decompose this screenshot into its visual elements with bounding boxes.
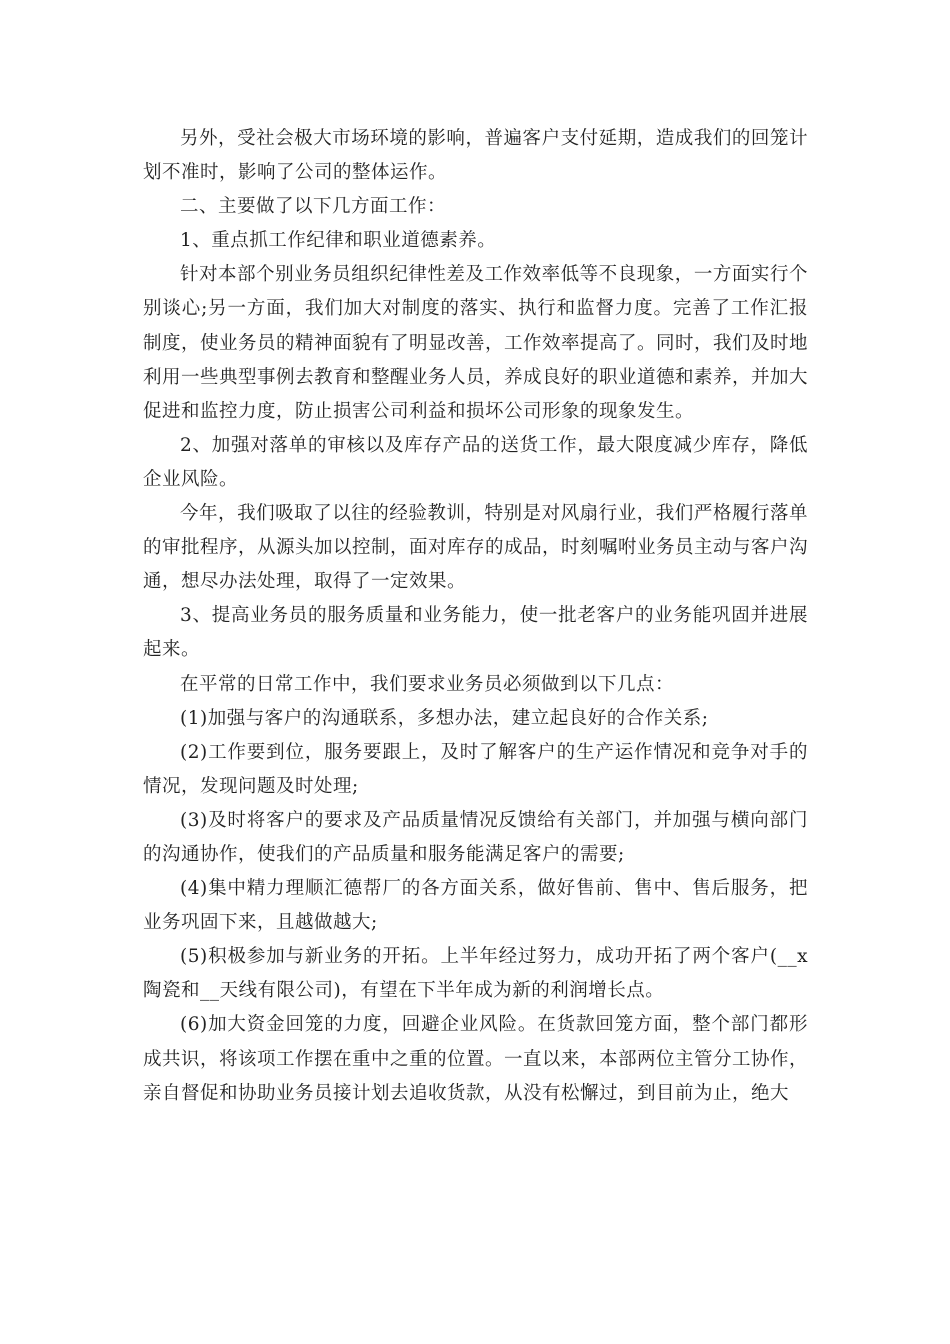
paragraph: 另外，受社会极大市场环境的影响，普遍客户支付延期，造成我们的回笼计划不准时，影响了公司的整体运作。: [143, 128, 808, 184]
subheading: 2、加强对落单的审核以及库存产品的送货工作，最大限度减少库存，降低企业风险。: [143, 434, 808, 490]
list-item: (2)工作要到位，服务要跟上，及时了解客户的生产运作情况和竞争对手的情况，发现问题及时处理;: [143, 741, 808, 797]
list-item: (4)集中精力理顺汇德帮厂的各方面关系，做好售前、售中、售后服务，把业务巩固下来，且越做越大;: [143, 878, 808, 934]
list-item: (1)加强与客户的沟通联系，多想办法，建立起良好的合作关系;: [180, 707, 709, 729]
paragraph: 针对本部个别业务员组织纪律性差及工作效率低等不良现象，一方面实行个别谈心;另一方面，我们加大对制度的落实、执行和监督力度。完善了工作汇报制度，使业务员的精神面貌有了明显改善，工作效率提高了。同时，我们及时地利用一些典型事例去教育和整醒业务人员，养成良好的职业道德和素养，并加大促进和监控力度，防止损害公司利益和损坏公司形象的现象发生。: [143, 264, 809, 422]
list-item: (5)积极参加与新业务的开拓。上半年经过努力，成功开拓了两个客户(__x陶瓷和__天线有限公司)，有望在下半年成为新的利润增长点。: [143, 946, 808, 1002]
paragraph: 今年，我们吸取了以往的经验教训，特别是对风扇行业，我们严格履行落单的审批程序，从源头加以控制，面对库存的成品，时刻嘱咐业务员主动与客户沟通，想尽办法处理，取得了一定效果。: [143, 503, 809, 593]
subheading: 3、提高业务员的服务质量和业务能力，使一批老客户的业务能巩固并进展起来。: [143, 605, 808, 661]
section-heading: 二、主要做了以下几方面工作：: [180, 196, 447, 218]
paragraph: 在平常的日常工作中，我们要求业务员必须做到以下几点：: [180, 673, 675, 695]
list-item: (3)及时将客户的要求及产品质量情况反馈给有关部门，并加强与横向部门的沟通协作，使我们的产品质量和服务能满足客户的需要;: [143, 809, 808, 865]
list-item: (6)加大资金回笼的力度，回避企业风险。在货款回笼方面，整个部门都形成共识，将该项工作摆在重中之重的位置。一直以来，本部两位主管分工协作，亲自督促和协助业务员接计划去追收货款，从没有松懈过，到目前为止，绝大: [143, 1014, 809, 1104]
document-page: [143, 122, 808, 1111]
subheading: 1、重点抓工作纪律和职业道德素养。: [180, 230, 497, 252]
